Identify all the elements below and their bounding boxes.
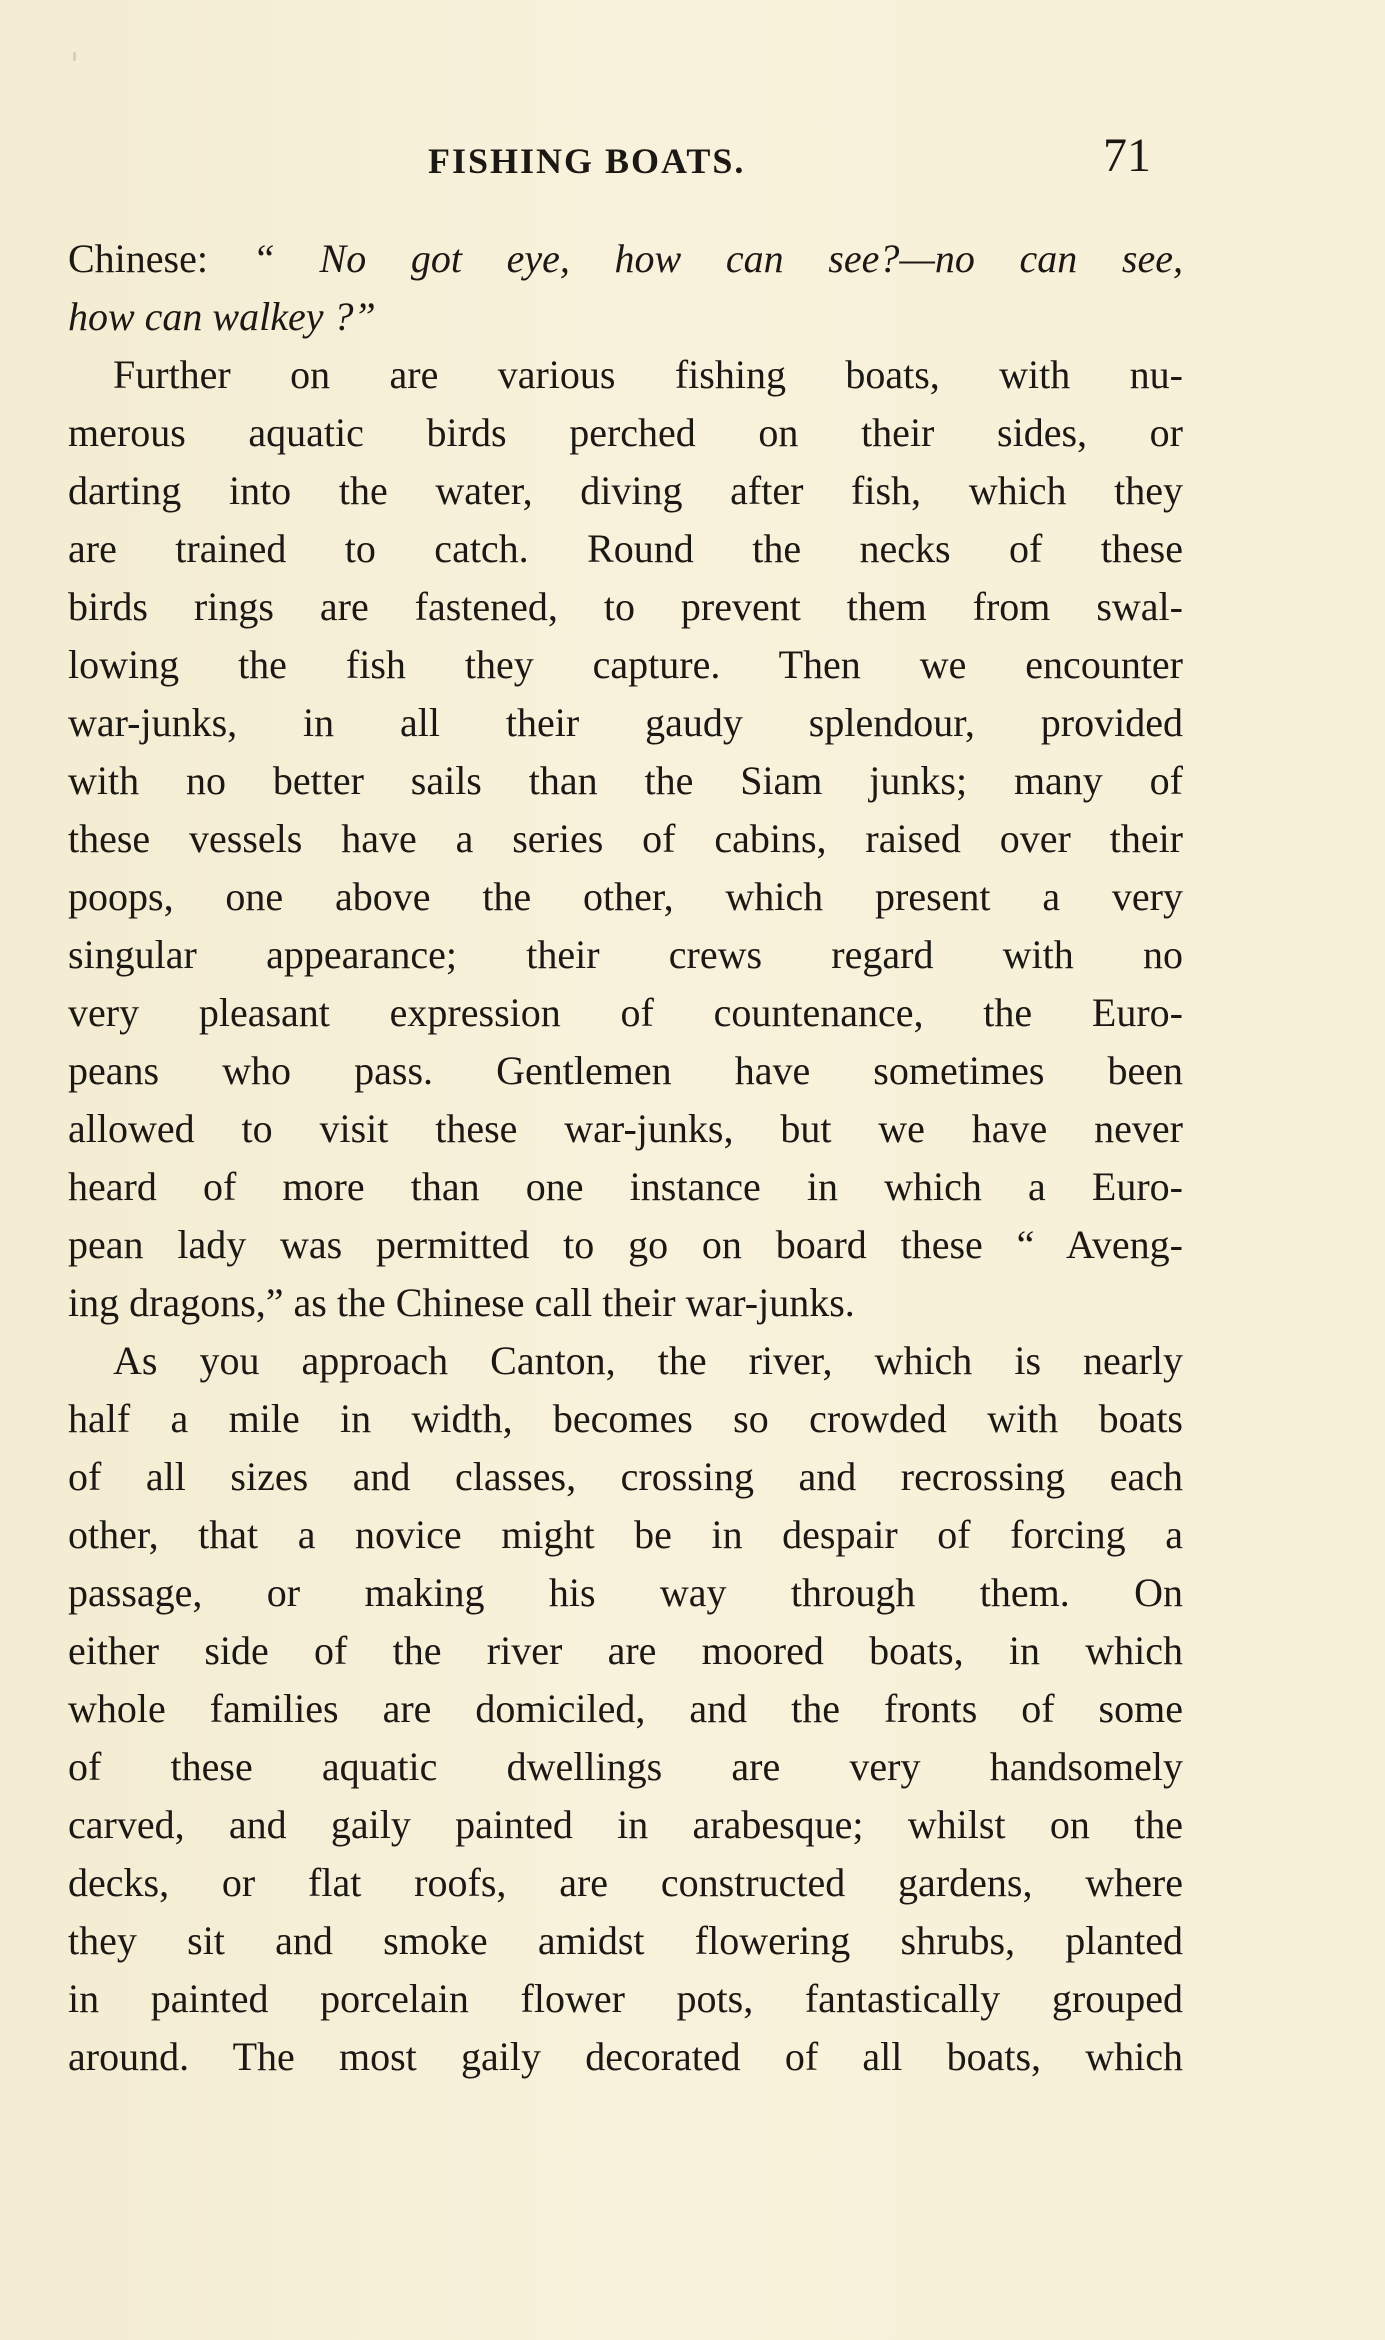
text-line: these vessels have a series of cabins, raised over their	[68, 816, 1183, 861]
text-line: merous aquatic birds perched on their sides, or	[68, 410, 1183, 455]
text-line: heard of more than one instance in which a Euro-	[68, 1164, 1183, 1209]
text-line: whole families are domiciled, and the fronts of some	[68, 1686, 1183, 1731]
text-line: pean lady was permitted to go on board these “ Aveng-	[68, 1222, 1183, 1267]
text-line: war-junks, in all their gaudy splendour, provided	[68, 700, 1183, 745]
text-line: carved, and gaily painted in arabesque; whilst on the	[68, 1802, 1183, 1847]
text-line: lowing the fish they capture. Then we encounter	[68, 642, 1183, 687]
paragraph-start-line: As you approach Canton, the river, which is nearly	[113, 1338, 1183, 1383]
text-line	[68, 288, 1183, 346]
quoted-speech: how can walkey ?”	[68, 294, 376, 339]
quoted-speech: “ No got eye, how can see?—no can see,	[252, 236, 1184, 281]
text-line: around. The most gaily decorated of all boats, which	[68, 2034, 1183, 2079]
text-line: decks, or flat roofs, are constructed gardens, where	[68, 1860, 1183, 1905]
paragraph-start-line: Further on are various fishing boats, with nu-	[113, 352, 1183, 397]
text-line: half a mile in width, becomes so crowded with boats	[68, 1396, 1183, 1441]
text-line: darting into the water, diving after fish, which they	[68, 468, 1183, 513]
text-line: passage, or making his way through them. On	[68, 1570, 1183, 1615]
page-number: 71	[1103, 129, 1151, 182]
text-line: peans who pass. Gentlemen have sometimes been	[68, 1048, 1183, 1093]
text-line: of these aquatic dwellings are very handsomely	[68, 1744, 1183, 1789]
body-text	[68, 230, 1183, 2086]
text-line: of all sizes and classes, crossing and recrossing each	[68, 1454, 1183, 1499]
text-run: Chinese:	[68, 236, 253, 281]
paper-speck	[73, 52, 76, 61]
text-line: birds rings are fastened, to prevent them from swal-	[68, 584, 1183, 629]
text-line: very pleasant expression of countenance, the Euro-	[68, 990, 1183, 1035]
text-line: are trained to catch. Round the necks of these	[68, 526, 1183, 571]
text-line: allowed to visit these war-junks, but we have never	[68, 1106, 1183, 1151]
text-line: poops, one above the other, which present a very	[68, 874, 1183, 919]
text-line: they sit and smoke amidst flowering shrubs, planted	[68, 1918, 1183, 1963]
running-head	[0, 128, 1385, 188]
text-line: with no better sails than the Siam junks; many of	[68, 758, 1183, 803]
text-line: either side of the river are moored boats, in which	[68, 1628, 1183, 1673]
text-line: singular appearance; their crews regard with no	[68, 932, 1183, 977]
text-line: ing dragons,” as the Chinese call their war-junks.	[68, 1280, 855, 1325]
text-line	[68, 230, 1183, 288]
text-line: other, that a novice might be in despair of forcing a	[68, 1512, 1183, 1557]
text-line: in painted porcelain flower pots, fantastically grouped	[68, 1976, 1183, 2021]
running-title: FISHING BOATS.	[428, 141, 746, 181]
